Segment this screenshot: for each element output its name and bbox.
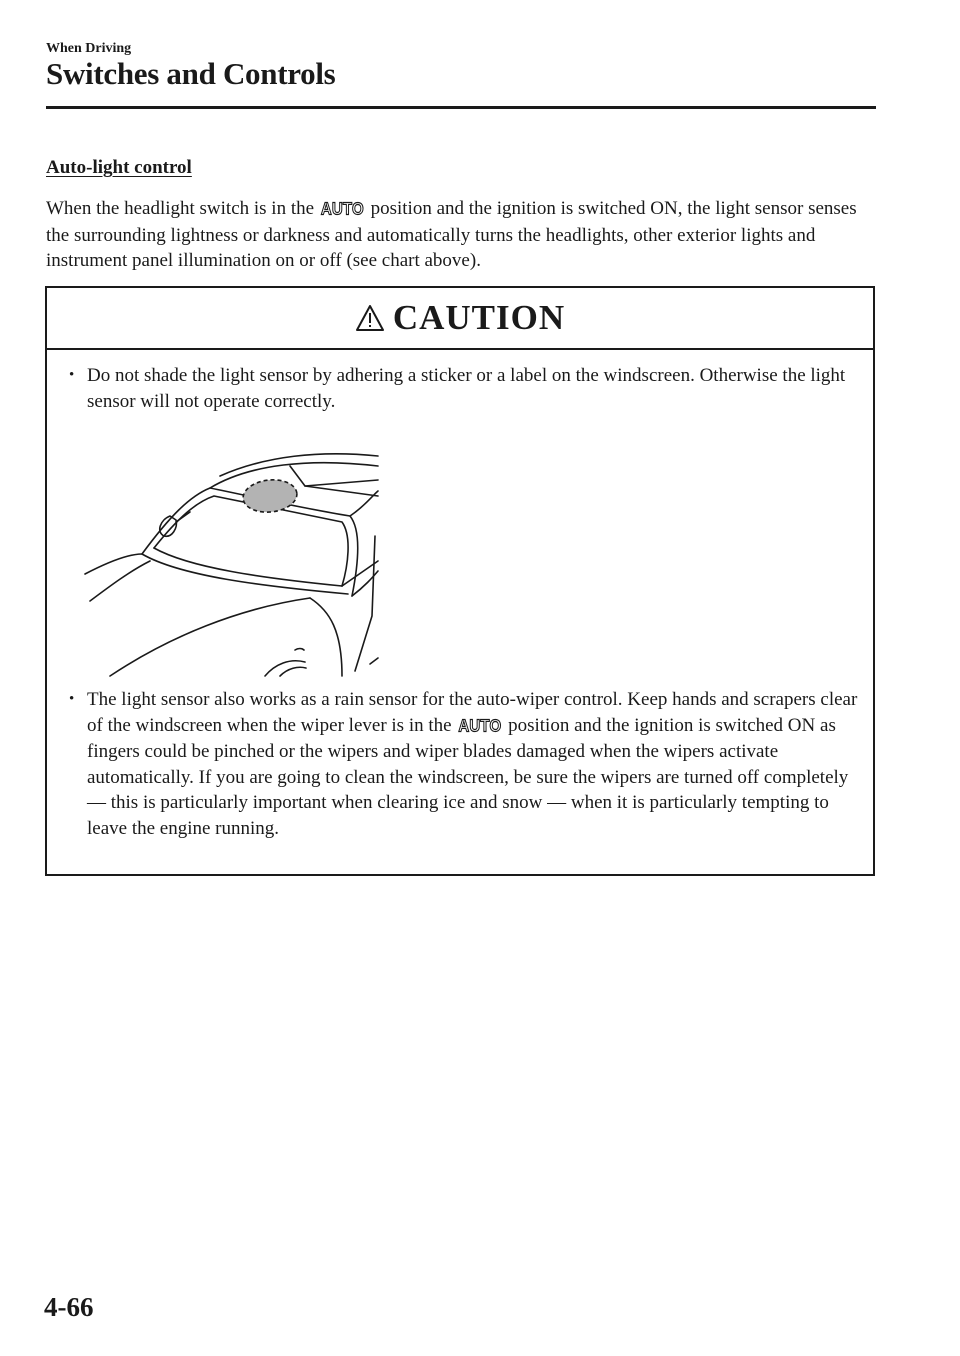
auto-badge: AUTO (320, 199, 364, 220)
section-label: When Driving (46, 41, 132, 56)
page-title: Switches and Controls (46, 56, 336, 91)
intro-paragraph (46, 196, 872, 274)
bullet-2-text-1: The light sensor also works as a rain sensor for the auto-wiper control. Keep hands and scrapers clear of the windscreen when the wiper lever is in the (87, 689, 858, 736)
caution-header (47, 288, 873, 350)
auto-badge: AUTO (458, 716, 502, 736)
caution-bullet-1 (69, 363, 869, 414)
subheading-auto-light: Auto-light control (46, 157, 192, 178)
intro-text-2: position and the ignition is switched ON, the light sensor senses the surrounding lightness or darkness and automatically turns the headlights, other exterior lights and instrument panel illumination on or off (see chart above). (46, 198, 857, 271)
caution-bullet-2 (69, 687, 869, 841)
bullet-dot: • (69, 691, 75, 707)
page-number: 4-66 (44, 1292, 94, 1322)
caution-title: CAUTION (392, 298, 566, 337)
bullet-2-text (69, 687, 869, 841)
title-divider (46, 106, 876, 109)
bullet-dot: • (69, 367, 75, 383)
intro-text-1: When the headlight switch is in the (46, 198, 315, 219)
bullet-1-text: Do not shade the light sensor by adhering a sticker or a label on the windscreen. Otherwise the light sensor will not operate correctly. (87, 365, 846, 412)
warning-triangle-icon (355, 304, 385, 332)
bullet-2-text-2: position and the ignition is switched ON as fingers could be pinched or the wipers and wiper blades damaged when the wipers activate automatically. If you are going to clean the windscreen, be sure the wipers are turned off completely — this is particularly important when clearing ice and snow — when it is particularly tempting to leave the engine running. (87, 714, 849, 839)
windscreen-light-sensor-illustration (80, 436, 380, 681)
